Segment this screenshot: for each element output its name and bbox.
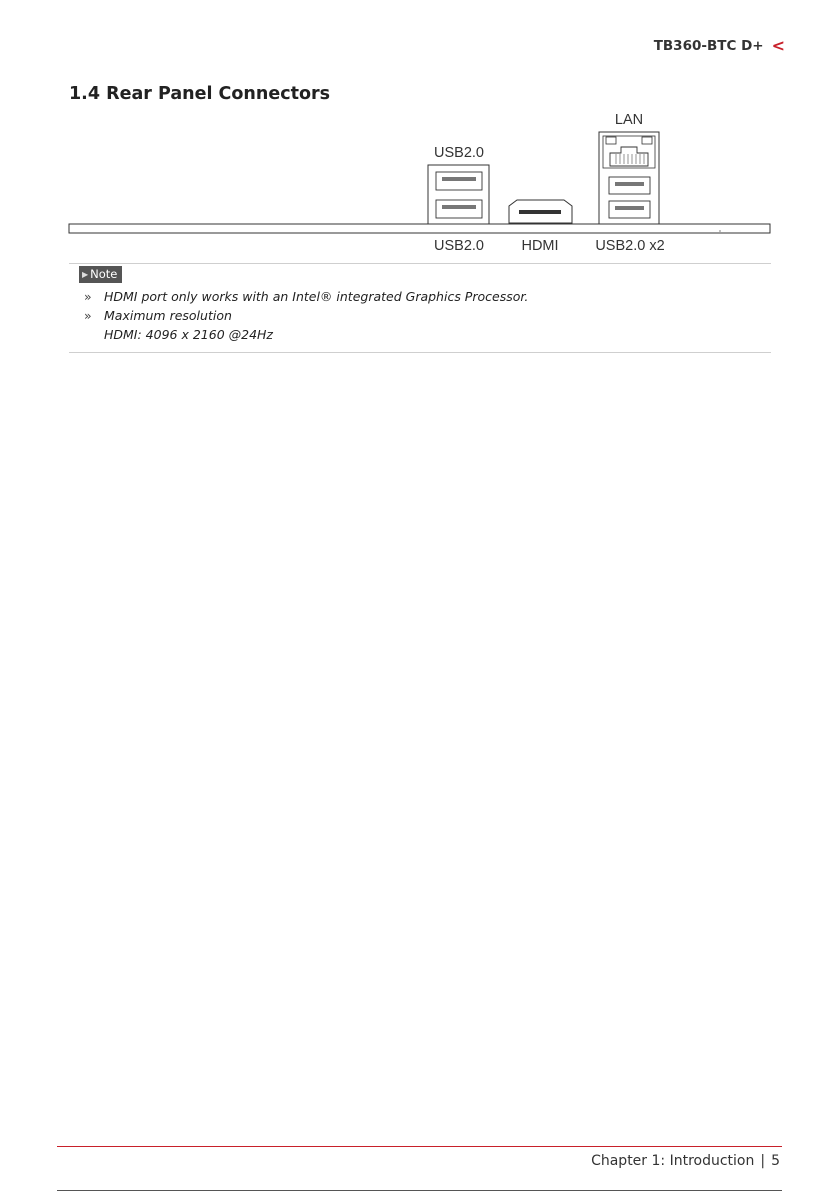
rear-panel-diagram (0, 100, 839, 260)
note-line: HDMI port only works with an Intel® integrated Graphics Processor. (104, 289, 529, 304)
board-edge (69, 224, 770, 233)
label-usb-top: USB2.0 (434, 145, 484, 161)
note-top-rule (69, 263, 771, 264)
label-usb-x2-bottom: USB2.0 x2 (595, 238, 665, 254)
page-number: 5 (771, 1153, 780, 1169)
note-item (84, 306, 528, 344)
footer-separator: | (760, 1153, 766, 1169)
section-title: 1.4 Rear Panel Connectors (69, 84, 331, 104)
note-list (84, 287, 528, 344)
label-hdmi-bottom: HDMI (521, 238, 559, 254)
note-line: HDMI: 4096 x 2160 @24Hz (104, 327, 273, 342)
label-lan-top: LAN (614, 112, 644, 128)
lan-usb-stack (599, 132, 659, 224)
usb-port-upper (436, 172, 482, 190)
bullet: » (84, 289, 92, 304)
note-bottom-rule (69, 352, 771, 353)
usb-stack (428, 165, 489, 224)
note-item (84, 287, 528, 306)
chevron-left-icon: < (771, 36, 785, 55)
label-usb-bottom: USB2.0 (434, 238, 484, 254)
footer-rule (57, 1146, 782, 1147)
note-tag-label: Note (90, 267, 118, 281)
chapter-label: Chapter 1: Introduction (591, 1153, 755, 1169)
page-footer (591, 1153, 780, 1169)
note-line: Maximum resolution (104, 308, 232, 323)
model-name: TB360-BTC D+ (653, 38, 764, 54)
usb-port-lan-upper (609, 177, 650, 194)
usb-port-lower (436, 200, 482, 218)
note-tag (79, 266, 122, 283)
hdmi-port (509, 200, 572, 223)
triangle-right-icon: ▶ (82, 269, 89, 279)
bullet: » (84, 308, 92, 323)
page-header (654, 38, 785, 54)
usb-port-lan-lower (609, 201, 650, 218)
